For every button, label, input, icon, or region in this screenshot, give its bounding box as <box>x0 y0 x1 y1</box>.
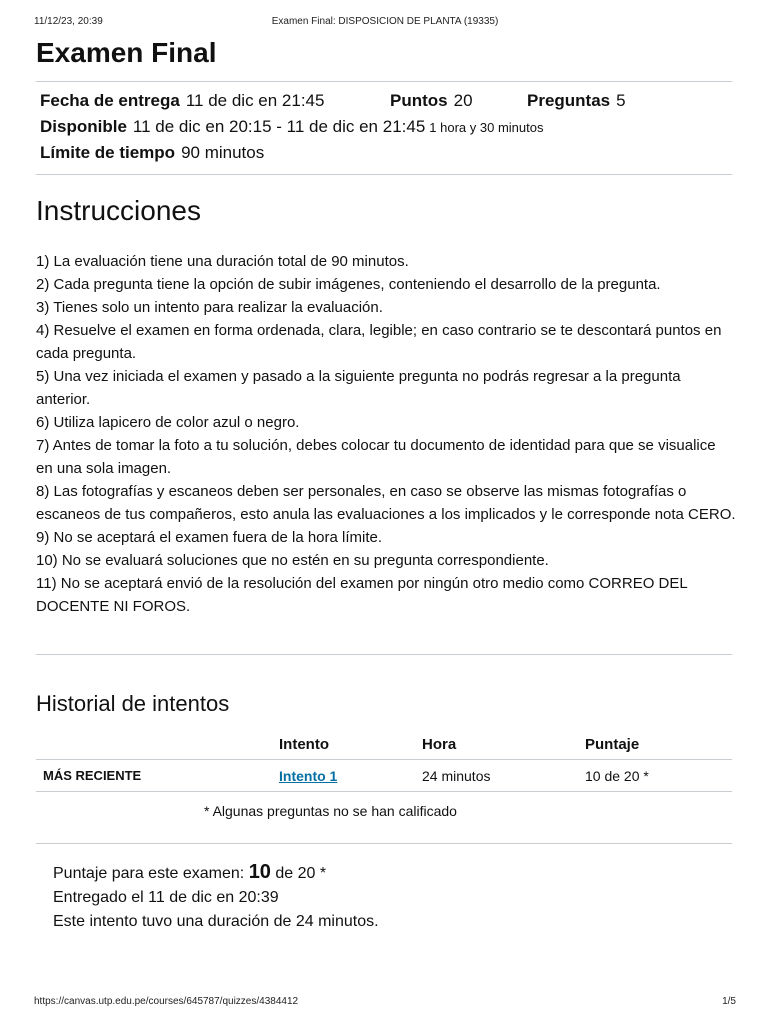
score-line <box>53 860 379 886</box>
attempt-cell <box>279 760 422 792</box>
time-limit-value: 90 minutos <box>181 143 265 162</box>
column-score: Puntaje <box>585 735 640 753</box>
available-value: 11 de dic en 20:15 - 11 de dic en 21:45 <box>132 117 426 136</box>
quiz-title: Examen Final <box>36 37 217 68</box>
instruction-item: 2) Cada pregunta tiene la opción de subir imágenes, conteniendo el desarrollo de la pregunta. <box>36 276 661 293</box>
divider-instructions <box>36 654 732 655</box>
attempt-time: 24 minutos <box>422 760 585 792</box>
questions-label: Preguntas <box>527 91 611 110</box>
instruction-item: 9) No se aceptará el examen fuera de la hora límite. <box>36 529 383 546</box>
column-attempt: Intento <box>279 735 329 753</box>
available-duration: 1 hora y 30 minutos <box>429 120 544 135</box>
print-page-number: 1/5 <box>722 996 736 1007</box>
instruction-item: 5) Una vez iniciada el examen y pasado a la siguiente pregunta no podrás regresar a la pregunta anterior. <box>36 368 681 408</box>
score-value: 10 <box>248 861 271 883</box>
score-suffix: de 20 * <box>275 865 327 882</box>
instruction-item: 10) No se evaluará soluciones que no estén en su pregunta correspondiente. <box>36 552 549 569</box>
print-page-title: Examen Final: DISPOSICION DE PLANTA (19335) <box>271 16 499 27</box>
column-empty <box>36 729 279 760</box>
points-row <box>390 91 473 111</box>
history-heading: Historial de intentos <box>36 691 230 716</box>
attempt-1-link[interactable]: Intento 1 <box>279 767 338 784</box>
divider-top <box>36 81 732 82</box>
questions-value: 5 <box>616 91 626 110</box>
print-date: 11/12/23, 20:39 <box>34 16 103 27</box>
attempts-table <box>36 729 732 792</box>
instruction-item: 7) Antes de tomar la foto a tu solución, debes colocar tu documento de identidad para que se visualice en una sola imagen. <box>36 437 716 477</box>
quiz-content <box>36 36 732 70</box>
attempts-header-row <box>36 729 732 760</box>
divider-details <box>36 174 732 175</box>
due-label: Fecha de entrega <box>40 91 180 110</box>
available-label: Disponible <box>40 117 127 136</box>
column-time: Hora <box>422 735 457 753</box>
ungraded-footnote: * Algunas preguntas no se han calificado <box>204 803 457 819</box>
available-row <box>40 117 543 137</box>
divider-history <box>36 843 732 844</box>
submitted-line: Entregado el 11 de dic en 20:39 <box>53 889 279 906</box>
instruction-item: 4) Resuelve el examen en forma ordenada, clara, legible; en caso contrario se te descontará puntos en cada pregunta. <box>36 322 722 362</box>
instruction-item: 8) Las fotografías y escaneos deben ser personales, en caso se observe las mismas fotografías o escaneos de tus compañeros, esto anula las evaluaciones a los implicados y le corresponde nota CERO. <box>36 483 736 523</box>
time-limit-row <box>40 143 264 163</box>
time-limit-label: Límite de tiempo <box>40 143 176 162</box>
instructions-heading: Instrucciones <box>36 195 201 226</box>
questions-row <box>527 91 626 111</box>
table-row <box>36 760 732 792</box>
due-date-row <box>40 91 324 111</box>
points-label: Puntos <box>390 91 448 110</box>
print-url: https://canvas.utp.edu.pe/courses/645787/quizzes/4384412 <box>34 996 299 1007</box>
most-recent-label: MÁS RECIENTE <box>36 760 279 792</box>
instructions-list <box>36 250 736 618</box>
instruction-item: 6) Utiliza lapicero de color azul o negro. <box>36 414 300 431</box>
instruction-item: 3) Tienes solo un intento para realizar la evaluación. <box>36 299 383 316</box>
score-prefix: Puntaje para este examen: <box>53 865 245 882</box>
points-value: 20 <box>453 91 473 110</box>
duration-line: Este intento tuvo una duración de 24 minutos. <box>53 913 379 930</box>
attempt-score: 10 de 20 * <box>585 760 732 792</box>
score-summary <box>53 860 379 934</box>
instruction-item: 1) La evaluación tiene una duración total de 90 minutos. <box>36 253 409 270</box>
instruction-item: 11) No se aceptará envió de la resolución del examen por ningún otro medio como CORREO DEL DOCENTE NI FOROS. <box>36 575 688 615</box>
due-value: 11 de dic en 21:45 <box>185 91 325 110</box>
